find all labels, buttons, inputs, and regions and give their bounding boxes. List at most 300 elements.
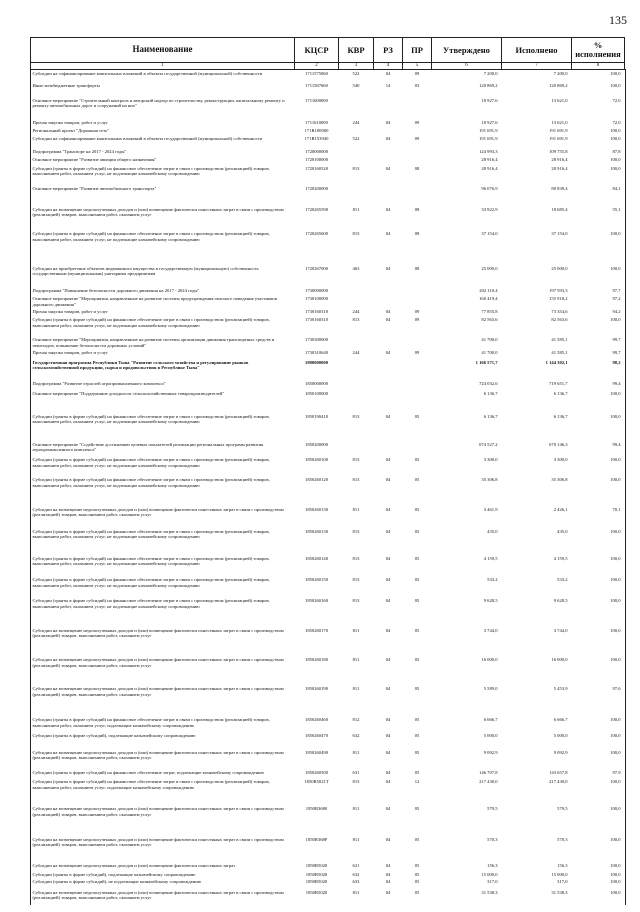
row-pr: 08 [414,206,420,212]
row-kvr: 621 [352,862,360,868]
row-pr: 05 [414,656,420,662]
row-kcsr: 1850260100 [305,457,328,463]
row-kcsr: 1850260150 [305,577,328,583]
row-pr: 05 [414,806,420,812]
row-name: Субсидии (гранты в форме субсидий) на финансовое обеспечение затрат в связи с производством (реализацией) товаров, выполнением работ, оказанием услуг, не подлежащие казначейскому сопровождению [32,555,270,567]
row-executed: 317,0 [557,879,568,885]
row-kvr: 631 [352,769,360,775]
row-pr: 09 [414,350,420,356]
row-name: Субсидии (гранты в форме субсидий) на финансовое обеспечение затрат в связи с производством (реализацией) товаров, выполнением работ, оказанием услуг, не подлежащие казначейскому сопровождению [32,413,270,425]
row-kvr: 632 [352,733,360,739]
row-kvr: 813 [352,598,360,604]
table-row [31,716,625,732]
row-name: Субсидии на возмещение недополученных доходов и (или) возмещение фактически понесенных затрат в связи с производством (реализацией) товаров, выполнением работ, оказанием услуг [32,806,284,817]
header-approved: Утверждено [432,38,502,63]
row-percent: 94,2 [612,309,621,315]
table-row [31,555,625,576]
row-name: Подпрограмма "Транспорт на 2017 - 2024 годы" [32,149,127,155]
row-approved: 160 419,4 [479,296,498,302]
row-name: Субсидии (гранты в форме субсидий) на финансовое обеспечение затрат в связи с производством (реализацией) товаров, выполнением работ, оказанием услуг, не подлежащие казначейскому сопровождению [32,317,270,328]
col-number: 6 [432,63,502,70]
table-row [31,476,625,505]
table-row [31,308,625,316]
row-rz: 04 [385,733,391,739]
row-rz [374,287,403,295]
column-number-row [31,63,625,70]
row-name: Субсидии на возмещение недополученных доходов и (или) возмещение фактически понесенных затрат в связи с производством (реализацией) товаров, выполнением работ, оказанием услуг [32,506,284,518]
row-kcsr: 1850260170 [305,627,328,633]
row-kcsr: 1730160310 [305,317,328,323]
row-pr: 05 [414,686,420,692]
row-kcsr: 1850R5020 [305,889,328,895]
row-kvr: 244 [352,350,360,356]
row-executed: 15 000,0 [551,872,568,878]
row-pr: 05 [414,457,420,463]
row-executed: 109 755,8 [549,149,568,155]
row-pr [403,336,432,349]
col-number: 3 [339,63,374,70]
row-rz: 04 [385,686,391,692]
row-percent: 100,0 [610,231,621,237]
header-name: Наименование [31,38,295,63]
row-pr: 05 [414,733,420,739]
row-percent: 100,0 [610,265,621,271]
row-name: Субсидии (гранты в форме субсидий) на финансовое обеспечение затрат в связи с производством (реализацией) товаров, выполнением работ, оказанием услуг, не подлежащие казначейскому сопровождению [32,528,270,540]
table-row [31,165,625,185]
row-kvr [339,336,374,349]
row-percent: 87,8 [612,149,621,155]
row-kvr: 540 [352,83,360,89]
table-row [31,805,625,836]
row-approved: 191 691,9 [479,136,498,142]
row-name: Субсидии на возмещение недополученных доходов и (или) возмещение фактически понесенных затрат в связи с производством (реализацией) товаров, выполнением работ, оказанием услуг [32,627,284,639]
row-name: Подпрограмма "Повышение безопасности дорожного движения на 2017 - 2024 годы" [32,287,200,293]
row-kvr [339,380,374,391]
row-approved: 33 922,9 [481,206,498,212]
table-row [31,778,625,805]
row-pr: 03 [414,83,420,89]
row-approved: 674 527,2 [479,441,498,447]
row-rz [374,359,403,380]
row-name: Субсидии (гранты в форме субсидий) на финансовое обеспечение затрат в связи с производством (реализацией) товаров, выполнением работ, оказанием услуг, не подлежащие казначейскому сопровождению [32,577,270,588]
row-percent: 100,0 [610,716,621,722]
row-kvr: 813 [352,477,360,483]
row-kcsr: 1850260500 [305,769,328,775]
row-rz: 04 [385,119,391,125]
row-executed: 6 136,7 [553,413,568,419]
row-kcsr: 1850R5020 [305,872,328,878]
table-row [31,506,625,528]
row-name: Субсидии на возмещение недополученных доходов и (или) возмещение фактически понесенных затрат в связи с производством (реализацией) товаров, выполнением работ, оказанием услуг [32,206,284,218]
row-rz: 04 [385,265,391,271]
col-number: 4 [374,63,403,70]
table-row [31,119,625,127]
row-approved: 6 136,7 [483,391,498,397]
row-rz: 14 [385,83,391,89]
row-executed: 6 136,7 [553,391,568,397]
row-kcsr: 1850260130 [305,506,328,512]
row-percent: 100,0 [610,157,621,163]
row-approved: 4 159,5 [483,555,498,561]
row-rz [374,97,403,119]
row-rz: 04 [385,71,391,76]
row-rz: 04 [385,879,391,885]
row-pr: 05 [414,769,420,775]
row-rz [374,380,403,391]
table-row [31,441,625,456]
row-name: Субсидии (гранты в форме субсидий) на финансовое обеспечение затрат в связи с производством (реализацией) товаров, выполнением работ, оказанием услуг, не подлежащие казначейскому сопровождению [32,231,270,243]
row-kcsr: 1850000000 [305,380,328,386]
row-approved: 15 000,0 [481,872,498,878]
row-kcsr: 1730300000 [305,337,328,343]
row-rz: 04 [385,350,391,356]
row-pr: 08 [414,165,420,171]
row-executed: 73 354,6 [551,309,568,315]
row-name: Субсидии (гранты в форме субсидий) на финансовое обеспечение затрат в связи с производством (реализацией) товаров, выполнением работ, оказанием услуг, не подлежащие казначейскому сопровождению [32,477,270,488]
row-percent: 97,9 [612,769,621,775]
row-name: Основное мероприятие "Мероприятия, направленные на развитие системы организации движения транспортных средств и пешеходов, повышение безопасности дорожных условий" [32,337,275,348]
row-executed: 217 430,0 [549,779,568,785]
row-kvr: 811 [352,506,360,512]
row-pr: 05 [414,528,420,534]
row-pr: 08 [414,231,420,237]
row-approved: 6 666,7 [483,716,498,722]
row-percent: 100,0 [610,83,621,89]
row-kvr: 813 [352,779,360,785]
row-kvr: 811 [352,206,360,212]
row-executed: 31 538,3 [551,889,568,895]
row-approved: 5 589,0 [483,686,498,692]
row-kcsr: 1720265600 [305,231,328,237]
row-name: Субсидии на приобретение объектов недвижимого имущества в государственную (муниципальную) собственность государственным (муниципальным) унитарным предприятиям [32,265,259,277]
row-name: Субсидии на возмещение недополученных доходов и (или) возмещение фактически понесенных затрат в связи с производством (реализацией) товаров, выполнением работ, оказанием услуг [32,889,284,901]
table-row [31,265,625,287]
row-kcsr: 1730310640 [305,350,328,356]
row-executed: 41 585,1 [551,337,568,343]
row-pr: 09 [414,309,420,315]
row-executed: 435,0 [557,528,568,534]
row-executed: 2 426,1 [553,506,568,512]
header-row [31,38,625,63]
row-pr [403,390,432,412]
row-percent: 100,0 [610,779,621,785]
row-pr: 05 [414,889,420,895]
row-kvr: 813 [352,165,360,171]
row-executed: 16 000,0 [551,656,568,662]
row-pr: 05 [414,836,420,842]
row-name: Субсидии на возмещение недополученных доходов и (или) возмещение фактически понесенных затрат в связи с производством (реализацией) товаров, выполнением работ, оказанием услуг [32,749,284,761]
row-kvr: 813 [352,413,360,419]
row-name: Иные межбюджетные трансферты [32,83,100,89]
row-kcsr: 1720000000 [305,149,328,155]
row-kcsr: 1850260470 [305,733,328,739]
row-kcsr: 1850R5021T [304,779,329,785]
row-kcsr: 1850260490 [305,749,328,755]
row-kcsr: 1850260130 [305,528,328,534]
row-executed: 41 585,1 [551,350,568,356]
row-name: Основное мероприятие "Содействие достижению целевых показателей реализации региональных программ развития агропромышленного комплекса" [32,441,264,453]
row-approved: 82 563,6 [481,317,498,323]
row-percent: 72,0 [612,119,621,125]
row-executed: 155 918,2 [549,296,568,302]
row-rz: 04 [385,598,391,604]
row-approved: 18 927,6 [481,97,498,103]
row-rz: 04 [385,862,391,868]
header-pr: ПР [403,38,432,63]
row-kvr: 463 [352,265,360,271]
table-row [31,528,625,555]
row-percent: 97,7 [612,287,621,293]
row-pr: 09 [414,136,420,142]
row-approved: 35 306,8 [481,477,498,483]
col-number: 1 [31,63,295,70]
table-row [31,889,625,905]
row-approved: 317,0 [487,879,498,885]
row-kcsr: 171R153940 [304,136,329,142]
row-kcsr: 1711600000 [305,97,328,103]
row-executed: 3 300,0 [553,457,568,463]
row-rz: 04 [385,165,391,171]
table-row [31,156,625,164]
table-row [31,336,625,349]
row-approved: 28 916,4 [481,165,498,171]
row-approved: 579,5 [487,806,498,812]
row-name: Субсидии (гранты в форме субсидий) на финансовое обеспечение затрат, подлежащие казначейскому сопровождению [32,769,264,775]
table-row [31,148,625,156]
row-percent: 99,7 [612,337,621,343]
row-kcsr: 1850100000 [305,391,328,397]
row-kvr: 813 [352,317,360,323]
row-approved: 3 300,0 [483,457,498,463]
row-pr [403,185,432,206]
table-row [31,70,625,83]
row-kvr: 244 [352,119,360,125]
row-kvr: 811 [352,656,360,662]
row-rz: 04 [385,716,391,722]
header-executed: Исполнено [502,38,572,63]
table-row [31,685,625,716]
row-percent: 100,0 [610,627,621,633]
row-pr: 12 [414,779,420,785]
row-percent: 100,0 [610,477,621,483]
row-name: Субсидии (гранты в форме субсидий) на финансовое обеспечение затрат в связи с производством (реализацией) товаров, выполнением работ, оказанием услуг, не подлежащие казначейскому сопровождению [32,598,270,609]
row-kcsr: 1850260190 [305,686,328,692]
row-approved: 18 927,6 [481,119,498,125]
row-kvr: 812 [352,716,360,722]
row-executed: 13 621,0 [551,119,568,125]
row-name: Субсидии (гранты в форме субсидий) на финансовое обеспечение затрат в связи с производством (реализацией) товаров, выполнением работ, оказанием услуг, подлежащие казначейскому сопровождению [32,779,270,790]
row-pr [403,127,432,135]
row-name: Субсидии (гранты в форме субсидий), подлежащие казначейскому сопровождению [32,733,196,739]
row-kvr: 811 [352,806,360,812]
row-pr [403,441,432,456]
row-kvr: 811 [352,889,360,895]
row-executed: 6 666,7 [553,716,568,722]
row-percent: 100,0 [610,889,621,895]
row-pr [403,97,432,119]
row-percent: 70,1 [612,506,621,512]
row-kcsr: 1730100000 [305,296,328,302]
row-name: Подпрограмма "Развитие отраслей агропромышленного комплекса" [32,380,166,386]
row-name: Субсидии на возмещение недополученных доходов и (или) возмещение фактически понесенных затрат в связи с производством (реализацией) товаров, выполнением работ, оказанием услуг [32,656,284,668]
row-pr: 05 [414,879,420,885]
row-name: Субсидии (гранты в форме субсидий) на финансовое обеспечение затрат в связи с производством (реализацией) товаров, выполнением работ, оказанием услуг, не подлежащие казначейскому сопровождению [32,165,270,177]
row-name: Основное мероприятие "Строительный контроль и авторский надзор по строительству, реконструкции, капитальному ремонту и ремонту автомобильных дорог и сооружений на них" [32,97,285,109]
header-kvr: КВР [339,38,374,63]
table-row [31,862,625,871]
row-name: Субсидии (гранты в форме субсидий) на финансовое обеспечение затрат в связи с производством (реализацией) товаров, выполнением работ, оказанием услуг, подлежащие казначейскому сопровождению [32,716,270,728]
row-approved: 37 154,0 [481,231,498,237]
row-approved: 31 538,3 [481,889,498,895]
row-approved: 77 855,8 [481,309,498,315]
table-row [31,597,625,626]
row-kvr: 633 [352,879,360,885]
row-kcsr: 1850200000 [305,441,328,447]
row-pr [403,156,432,164]
row-pr: 05 [414,598,420,604]
row-percent: 100,0 [610,555,621,561]
row-kvr: 811 [352,836,360,842]
row-rz: 04 [385,317,391,323]
row-approved: 3 744,0 [483,627,498,633]
row-executed: 7 200,0 [553,71,568,76]
row-kvr [339,97,374,119]
table-row [31,456,625,476]
row-approved: 533,2 [487,577,498,583]
row-approved: 28 916,4 [481,157,498,163]
table-row [31,82,625,96]
row-rz: 04 [385,506,391,512]
row-approved: 96 076,9 [481,185,498,191]
row-rz: 04 [385,779,391,785]
row-kvr [339,295,374,308]
row-percent: 72,0 [612,97,621,103]
row-kvr: 813 [352,528,360,534]
row-rz: 04 [385,872,391,878]
row-kvr: 244 [352,309,360,315]
col-number: 5 [403,63,432,70]
row-rz: 04 [385,457,391,463]
row-percent: 99,4 [612,380,621,386]
row-name: Субсидии (гранты в форме субсидий), подлежащие казначейскому сопровождению [32,872,196,878]
row-percent: 98,2 [612,359,621,365]
row-executed: 9 628,5 [553,598,568,604]
row-pr: 09 [414,317,420,323]
row-percent: 100,0 [610,656,621,662]
row-rz: 04 [385,749,391,755]
row-approved: 5 000,0 [483,733,498,739]
row-rz: 04 [385,309,391,315]
row-percent: 100,0 [610,598,621,604]
table-body [31,70,625,906]
row-approved: 16 000,0 [481,656,498,662]
row-executed: 80 839,4 [551,185,568,191]
row-rz: 04 [385,577,391,583]
row-name: Субсидии на софинансирование капитальных вложений в объекты государственной (муниципальной) собственности [32,71,263,76]
row-percent: 100,0 [610,806,621,812]
row-pr [403,295,432,308]
row-approved: 217 430,0 [479,779,498,785]
row-name: Основное мероприятие "Мероприятия, направленные на развитие системы предупреждения опасного поведения участников дорожного движения" [32,296,277,307]
table-row [31,732,625,748]
row-name: Прочая закупка товаров, работ и услуг [32,309,108,315]
row-kvr: 813 [352,231,360,237]
row-kvr [339,390,374,412]
row-rz: 04 [385,206,391,212]
row-rz [374,295,403,308]
row-kcsr: 1850190410 [305,413,328,419]
row-kcsr: 1720200000 [305,185,328,191]
row-rz [374,148,403,156]
table-row [31,287,625,295]
row-percent: 100,0 [610,872,621,878]
row-executed: 1 144 302,1 [545,359,568,365]
row-pr: 05 [414,555,420,561]
row-executed: 3 744,0 [553,627,568,633]
row-kcsr: 1800000000 [305,359,328,365]
table-row [31,135,625,148]
row-name: Основное мероприятие "Поддержание доходности сельскохозяйственных товаропроизводителей" [32,391,224,397]
row-kcsr: 1720265590 [305,206,328,212]
row-approved: 9 092,9 [483,749,498,755]
row-executed: 156,3 [557,862,568,868]
row-approved: 124 993,3 [479,149,498,155]
row-kvr: 522 [352,136,360,142]
row-rz [374,127,403,135]
row-pr: 05 [414,749,420,755]
row-kcsr: 1850260160 [305,598,328,604]
row-percent: 100,0 [610,528,621,534]
row-approved: 156,3 [487,862,498,868]
row-percent: 99,4 [612,441,621,447]
header-percent: % исполнения [572,38,625,63]
row-kvr: 813 [352,457,360,463]
row-executed: 13 621,0 [551,97,568,103]
row-executed: 120 869,2 [549,83,568,89]
row-approved: 120 869,2 [479,83,498,89]
row-name: Региональный проект "Дорожная сеть" [32,128,110,134]
table-row [31,656,625,685]
row-executed: 570,3 [557,836,568,842]
row-executed: 35 306,8 [551,477,568,483]
table-row [31,390,625,412]
table-row [31,349,625,358]
row-percent: 100,0 [610,391,621,397]
row-rz: 04 [385,231,391,237]
row-kvr: 813 [352,555,360,561]
row-kvr: 811 [352,627,360,633]
row-pr [403,359,432,380]
row-kcsr: 1720100000 [305,157,328,163]
table-row [31,878,625,889]
row-kvr [339,156,374,164]
table-row [31,380,625,391]
row-executed: 5 453,9 [553,686,568,692]
row-kcsr: 1850260180 [305,656,328,662]
table-row [31,295,625,308]
table-row [31,127,625,135]
row-pr: 05 [414,862,420,868]
row-rz [374,185,403,206]
row-approved: 724 032,6 [479,380,498,386]
row-rz: 04 [385,836,391,842]
row-percent: 55,1 [612,206,621,212]
row-executed: 9 092,9 [553,749,568,755]
row-pr: 05 [414,627,420,633]
row-kvr: 811 [352,686,360,692]
row-name: Субсидии на софинансирование капитальных вложений в объекты государственной (муниципальной) собственности [32,136,263,142]
row-kcsr: 1711587660 [305,83,328,89]
